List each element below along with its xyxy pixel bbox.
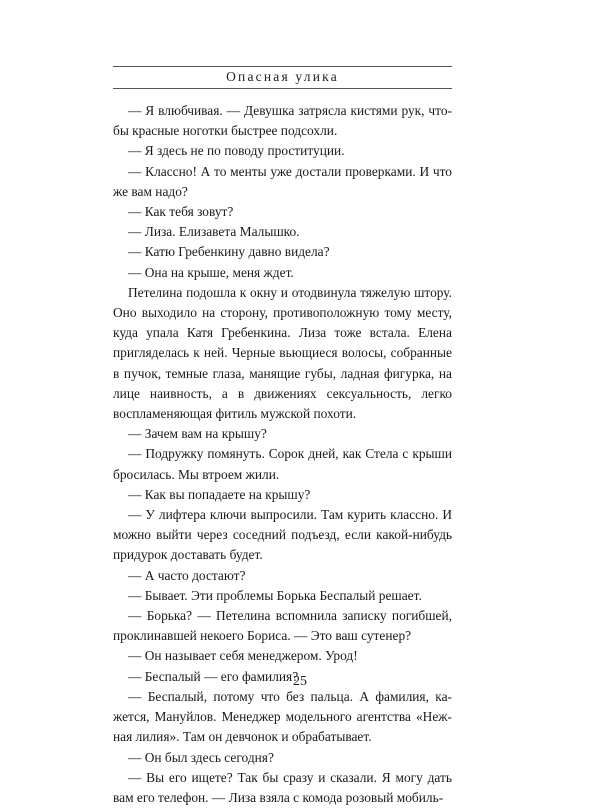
paragraph: — Он был здесь сегодня? xyxy=(128,749,274,765)
paragraph: — А часто достают? xyxy=(128,567,246,583)
paragraph: — Как вы попадаете на крышу? xyxy=(128,486,311,502)
paragraph: — Беспалый, потому что без пальца. А фамилия, кажется, Мануйлов. Менеджер модельного агентства «Нежная лилия». Там он девчонок и обрабатывает. xyxy=(113,688,452,745)
paragraph: — Зачем вам на крышу? xyxy=(128,426,267,442)
header-rule-bottom xyxy=(113,88,452,89)
running-head: Опасная улика xyxy=(226,69,339,84)
paragraph: — Лиза. Елизавета Малышко. xyxy=(128,224,300,240)
paragraph: — Я здесь не по поводу проституции. xyxy=(128,143,345,159)
paragraph: Петелина подошла к окну и отодвинула тяжелую штору. Оно выходило на сторону, противоположную тому месту, куда упала Катя Гребенкина. Лиза тоже встала. Елена пригляделась к ней. Черные вьющиеся волосы, собранные в пучок, темные глаза, манящие губы, ладная фигурка, на лице наивность, а в движениях сексуальность, легко воспламеняющая фитиль мужской похоти. xyxy=(113,284,452,422)
paragraph: — Подружку помянуть. Сорок дней, как Стела с крыши бросилась. Мы втроем жили. xyxy=(113,446,452,482)
paragraph: — Я влюбчивая. — Девушка затрясла кистями рук, чтобы красные ноготки быстрее подсохли. xyxy=(113,103,452,139)
paragraph: — Он называет себя менеджером. Урод! xyxy=(128,648,358,664)
paragraph: — Вы его ищете? Так бы сразу и сказали. Я могу дать вам его телефон. — Лиза взяла с комода розовый мобиль- xyxy=(113,769,452,805)
paragraph: — Классно! А то менты уже достали проверками. И что же вам надо? xyxy=(113,163,452,199)
paragraph: — Борька? — Петелина вспомнила записку погибшей, проклинавшей некоего Бориса. — Это ваш сутенер? xyxy=(113,608,452,644)
paragraph: — Как тебя зовут? xyxy=(128,204,234,220)
page-number: 25 xyxy=(293,674,307,689)
paragraph: — У лифтера ключи выпросили. Там курить классно. И можно выйти через соседний подъезд, если какой-нибудь придурок доставать будет. xyxy=(113,507,452,563)
paragraph: — Бывает. Эти проблемы Борька Беспалый решает. xyxy=(128,587,422,603)
paragraph: — Беспалый — его фамилия? xyxy=(128,668,299,684)
paragraph: — Она на крыше, меня ждет. xyxy=(128,264,294,280)
body-text xyxy=(113,101,452,808)
paragraph: — Катю Гребенкину давно видела? xyxy=(128,244,330,260)
